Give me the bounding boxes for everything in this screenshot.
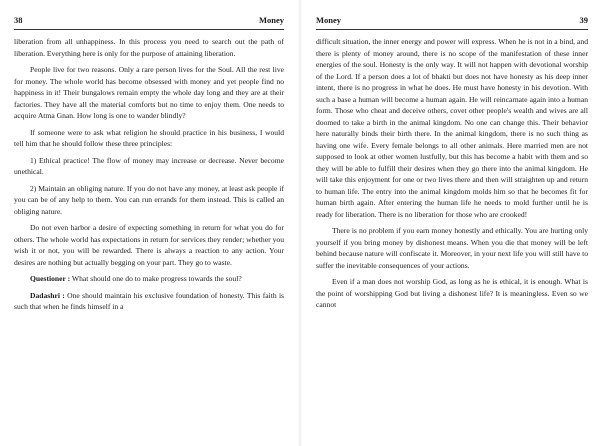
qa-paragraph [14, 290, 284, 313]
paragraph: Even if a man does not worship God, as long as he is ethical, it is enough. What is the point of worshipping God but living a dishonest life? It is meaningless. Even so we cannot [316, 277, 588, 309]
left-page-header [14, 15, 284, 29]
paragraph: difficult situation, the inner energy and power will express. When he is not in a bind, and there is plenty of money around, there is no scope of the manifestation of these inner energies of the soul. Honesty is the only way. It will not happen with devotional worship of the Lord. If a person does a lot of bhakti but does not have honesty as his deep inner intent, there is no progress in what he does. He must have honesty in his devotion. With such a base a human will become a human again. He will reincarnate again into a human form. Those who cheat and deceive others, covet other people's wealth and wives are all doomed to take a birth in the animal kingdom. No one can change this. Their behavior here naturally binds their birth there. In the animal kingdom, there is no such thing as having one wife. Every female belongs to all other animals. Here married men are not supposed to look at other women lustfully, but this has become a habit with them and so they will be able to fulfill their desires when they go there into the animal kingdom. He will take this enjoyment for one or two lives there and then will straighten up and return to human life. The entry into the animal kingdom molds him so that he becomes fit for human birth again. After entering the human life he needs to mold further until he is ready for liberation. There is no liberation for those who are crooked! [316, 37, 588, 219]
header-rule [14, 29, 284, 30]
paragraph: liberation from all unhappiness. In this process you need to search out the path of liberation. Everything here is only for the purpose of attaining liberation. [14, 37, 284, 58]
right-page [316, 0, 588, 446]
speaker-label: Questioner : [30, 274, 71, 283]
paragraph: Do not even harbor a desire of expecting something in return for what you do for others. The whole world has expectations in return for services they render; whether you wish it or not, you will be rewarded. There is always a reaction to any action. Your desires are nothing but actually begging on your part. They go to waste. [14, 223, 284, 267]
paragraph: 1) Ethical practice! The flow of money may increase or decrease. Never become unethical. [14, 155, 284, 176]
right-page-body [316, 36, 588, 311]
left-page [14, 0, 284, 446]
left-page-body [14, 36, 284, 313]
qa-text: What should one do to make progress towards the soul? [70, 274, 242, 283]
paragraph: People live for two reasons. Only a rare person lives for the Soul. All the rest live for money. The whole world has become obsessed with money and yet people find no happiness in it! Their bungalows remain empty the whole day long and they are at their factories. They have all the material comforts but no time to enjoy them. One needs to acquire Atma Gnan. How long is one to wander blindly? [14, 65, 284, 120]
speaker-label: Dadashri : [30, 290, 65, 300]
running-title: Money [316, 15, 342, 25]
paragraph: There is no problem if you earn money honestly and ethically. You are hurting only yourself if you bring money by dishonest means. When you die that money will be left behind because nature will confiscate it. Moreover, in your next life you will still have to suffer the inevitable consequences of your actions. [316, 226, 588, 270]
paragraph: If someone were to ask what religion he should practice in his business, I would tell him that he should follow these three principles: [14, 127, 284, 148]
header-rule [316, 29, 588, 30]
qa-text: One should maintain his exclusive foundation of honesty. This faith is such that when he finds himself in a [14, 290, 285, 311]
page-number: 38 [14, 15, 23, 25]
right-page-header [316, 15, 588, 29]
book-gutter [298, 0, 302, 446]
running-title: Money [258, 15, 284, 25]
paragraph: 2) Maintain an obliging nature. If you do not have any money, at least ask people if you can be of any help to them. You can run errands for them instead. This is called an obliging nature. [14, 183, 284, 216]
qa-paragraph [14, 273, 284, 285]
page-number: 39 [579, 15, 588, 25]
